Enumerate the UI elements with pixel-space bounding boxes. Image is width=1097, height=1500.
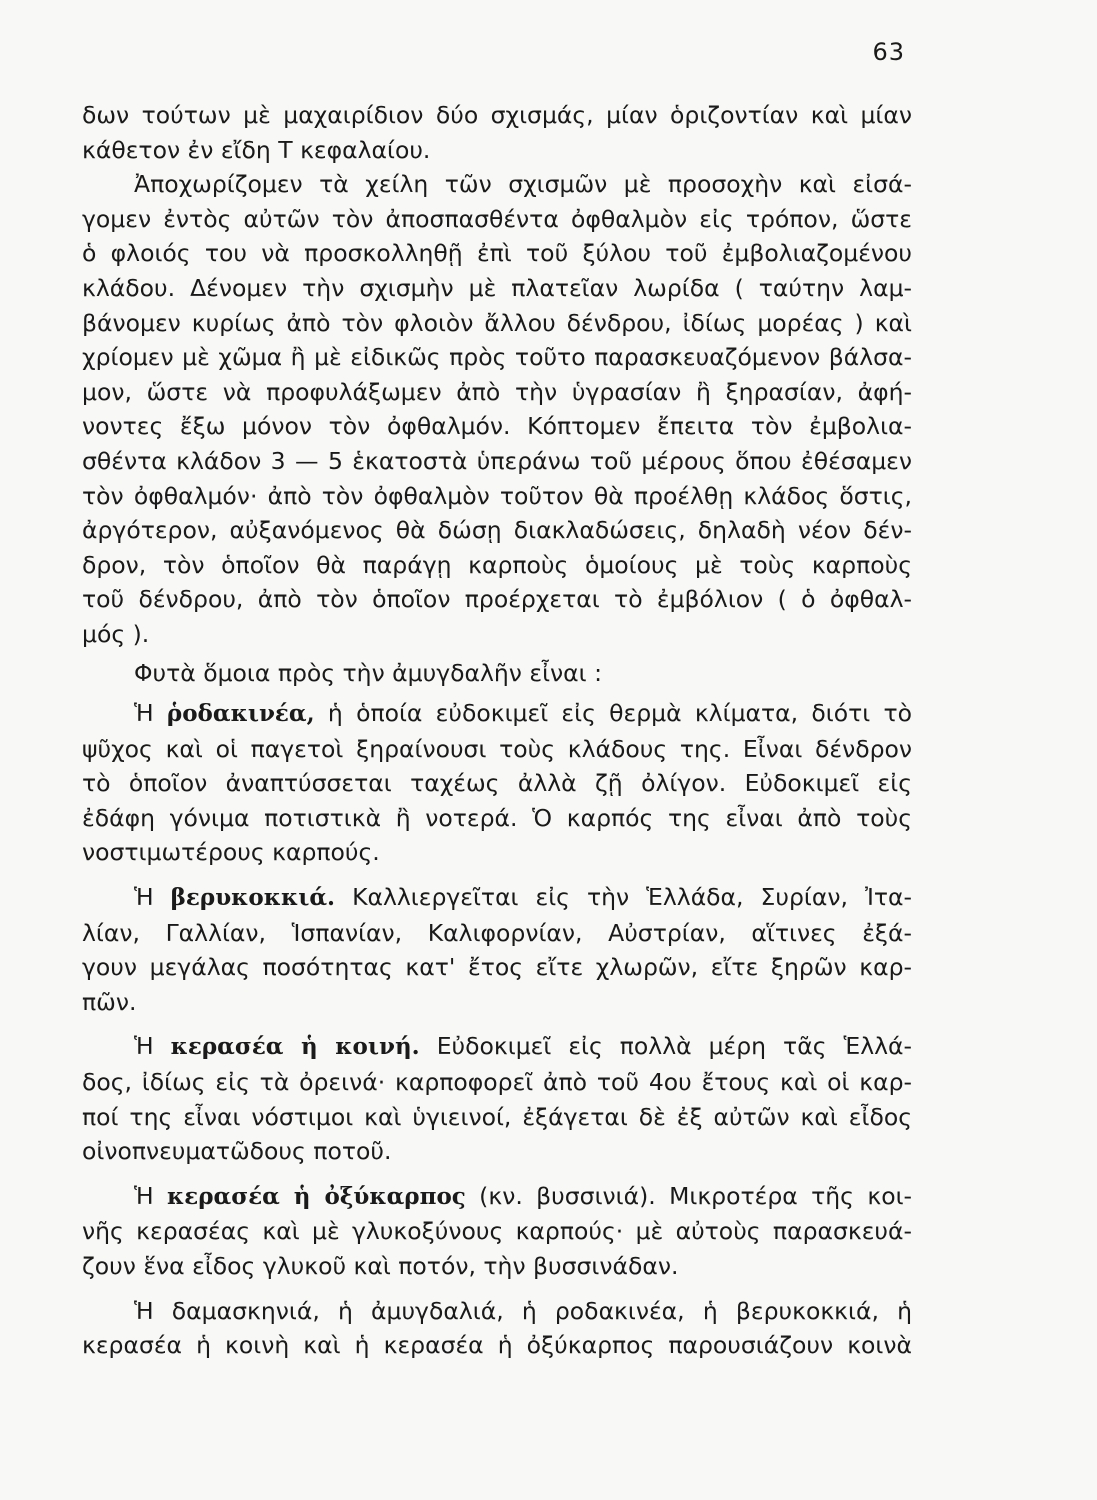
line-prefix: Ἡ <box>134 1181 168 1210</box>
text-line: τοῦ δένδρου, ἀπὸ τὸν ὁποῖον προέρχεται τὸ ἐμβόλιον ( ὁ ὀφθαλ- <box>82 585 912 614</box>
text-line: δος, ἰδίως εἰς τὰ ὀρεινά· καρποφορεῖ ἀπὸ τοῦ 4ου ἔτους καὶ οἱ καρ- <box>82 1068 912 1097</box>
text-line: μον, ὥστε νὰ προφυλάξωμεν ἀπὸ τὴν ὑγρασίαν ἢ ξηρασίαν, ἀφή- <box>82 377 912 406</box>
paragraph-grafting-procedure <box>82 167 912 651</box>
line-rest: Εὐδοκιμεῖ εἰς πολλὰ μέρη τᾶς Ἑλλά- <box>419 1032 912 1061</box>
text-line: ἐδάφη γόνιμα ποτιστικὰ ἢ νοτερά. Ὁ καρπός της εἶναι ἀπὸ τοὺς <box>82 803 912 832</box>
text-line: βάνομεν κυρίως ἀπὸ τὸν φλοιὸν ἄλλου δένδρου, ἰδίως μορέας ) καὶ <box>82 308 912 337</box>
text-line: γομεν ἐντὸς αὐτῶν τὸν ἀποσπασθέντα ὀφθαλμὸν εἰς τρόπον, ὥστε <box>82 204 912 233</box>
text-line: ψῦχος καὶ οἱ παγετοὶ ξηραίνουσι τοὺς κλάδους της. Εἶναι δένδρον <box>82 734 912 763</box>
text-line: δρον, τὸν ὁποῖον θὰ παράγῃ καρποὺς ὁμοίους μὲ τοὺς καρποὺς <box>82 550 912 579</box>
paragraph-peach-tree <box>82 696 912 870</box>
text-line <box>82 1029 912 1065</box>
text-line: Ἡ δαμασκηνιά, ἡ ἀμυγδαλιά, ἡ ροδακινέα, ἡ βερυκοκκιά, ἡ <box>134 1296 912 1325</box>
text-line: ζουν ἕνα εἶδος γλυκοῦ καὶ ποτόν, τὴν βυσσινάδαν. <box>82 1252 679 1280</box>
line-prefix: Ἡ <box>134 883 171 912</box>
text-line: κλάδου. Δένομεν τὴν σχισμὴν μὲ πλατεῖαν λωρίδα ( ταύτην λαμ- <box>82 273 912 302</box>
text-line: λίαν, Γαλλίαν, Ἱσπανίαν, Καλιφορνίαν, Αὐστρίαν, αἵτινες ἐξά- <box>82 918 912 947</box>
text-column <box>82 98 912 1373</box>
text-line: νοστιμωτέρους καρπούς. <box>82 838 380 867</box>
text-line: τὸν ὀφθαλμόν· ἀπὸ τὸν ὀφθαλμὸν τοῦτον θὰ προέλθῃ κλάδος ὅστις, <box>82 481 912 510</box>
text-line: δων τούτων μὲ μαχαιρίδιον δύο σχισμάς, μίαν ὁριζοντίαν καὶ μίαν <box>82 101 912 129</box>
text-line: νῆς κερασέας καὶ μὲ γλυκοξύνους καρπούς· μὲ αὐτοὺς παρασκευά- <box>82 1217 912 1246</box>
term-heading: κερασέα ἡ ὀξύκαρπος <box>167 1182 466 1210</box>
text-line: χρίομεν μὲ χῶμα ἢ μὲ εἰδικῶς πρὸς τοῦτο παρασκευαζόμενον βάλσα- <box>82 343 912 372</box>
line-rest: ἡ ὁποία εὐδοκιμεῖ εἰς θερμὰ κλίματα, διότι τὸ <box>314 699 912 728</box>
text-line: ἀργότερον, αὐξανόμενος θὰ δώσῃ διακλαδώσεις, δηλαδὴ νέον δέν- <box>82 516 912 545</box>
text-line: μός ). <box>82 619 150 648</box>
text-line <box>82 696 912 732</box>
text-line: ποί της εἶναι νόστιμοι καὶ ὑγιεινοί, ἐξάγεται δὲ ἐξ αὐτῶν καὶ εἶδος <box>82 1102 912 1131</box>
text-line: οἰνοπνευματῶδους ποτοῦ. <box>82 1137 392 1166</box>
page-number: 63 <box>872 38 905 66</box>
paragraph-continuation <box>82 98 912 167</box>
text-line: Ἀποχωρίζομεν τὰ χείλη τῶν σχισμῶν μὲ προσοχὴν καὶ εἰσά- <box>134 170 912 199</box>
paragraph-cherry-common <box>82 1029 912 1168</box>
text-line: πῶν. <box>82 987 137 1016</box>
term-heading: κερασέα ἡ κοινή. <box>170 1033 420 1061</box>
text-line <box>82 1179 912 1215</box>
text-line <box>82 880 912 916</box>
text-line: ὁ φλοιός του νὰ προσκολληθῇ ἐπὶ τοῦ ξύλου τοῦ ἐμβολιαζομένου <box>82 239 912 268</box>
paragraph-summary <box>82 1294 912 1363</box>
text-line: τὸ ὁποῖον ἀναπτύσσεται ταχέως ἀλλὰ ζῇ ὀλίγον. Εὐδοκιμεῖ εἰς <box>82 769 912 798</box>
text-line: νοντες ἔξω μόνον τὸν ὀφθαλμόν. Κόπτομεν ἔπειτα τὸν ἐμβολια- <box>82 412 912 441</box>
text-line: σθέντα κλάδον 3 — 5 ἑκατοστὰ ὑπεράνω τοῦ μέρους ὅπου ἐθέσαμεν <box>82 446 912 475</box>
text-line: κερασέα ἡ κοινὴ καὶ ἡ κερασέα ἡ ὀξύκαρπος παρουσιάζουν κοινὰ <box>82 1331 912 1360</box>
term-heading: βερυκοκκιά. <box>170 884 336 912</box>
paragraph-sour-cherry <box>82 1179 912 1284</box>
term-heading: ῥοδακινέα, <box>166 700 315 728</box>
text-line: γουν μεγάλας ποσότητας κατ' ἔτος εἴτε χλωρῶν, εἴτε ξηρῶν καρ- <box>82 953 912 982</box>
line-rest: Καλλιεργεῖται εἰς τὴν Ἑλλάδα, Συρίαν, Ἰτα- <box>335 883 912 912</box>
line-prefix: Ἡ <box>134 699 167 728</box>
paragraph-apricot-tree <box>82 880 912 1019</box>
line-rest: (κν. βυσσινιά). Μικροτέρα τῆς κοι- <box>465 1181 912 1210</box>
text-line: κάθετον ἐν εἴδη Τ κεφαλαίου. <box>82 135 431 164</box>
text-line: Φυτὰ ὅμοια πρὸς τὴν ἀμυγδαλῆν εἶναι : <box>134 658 602 687</box>
paragraph-similar-plants-intro <box>82 656 912 691</box>
line-prefix: Ἡ <box>134 1032 171 1061</box>
